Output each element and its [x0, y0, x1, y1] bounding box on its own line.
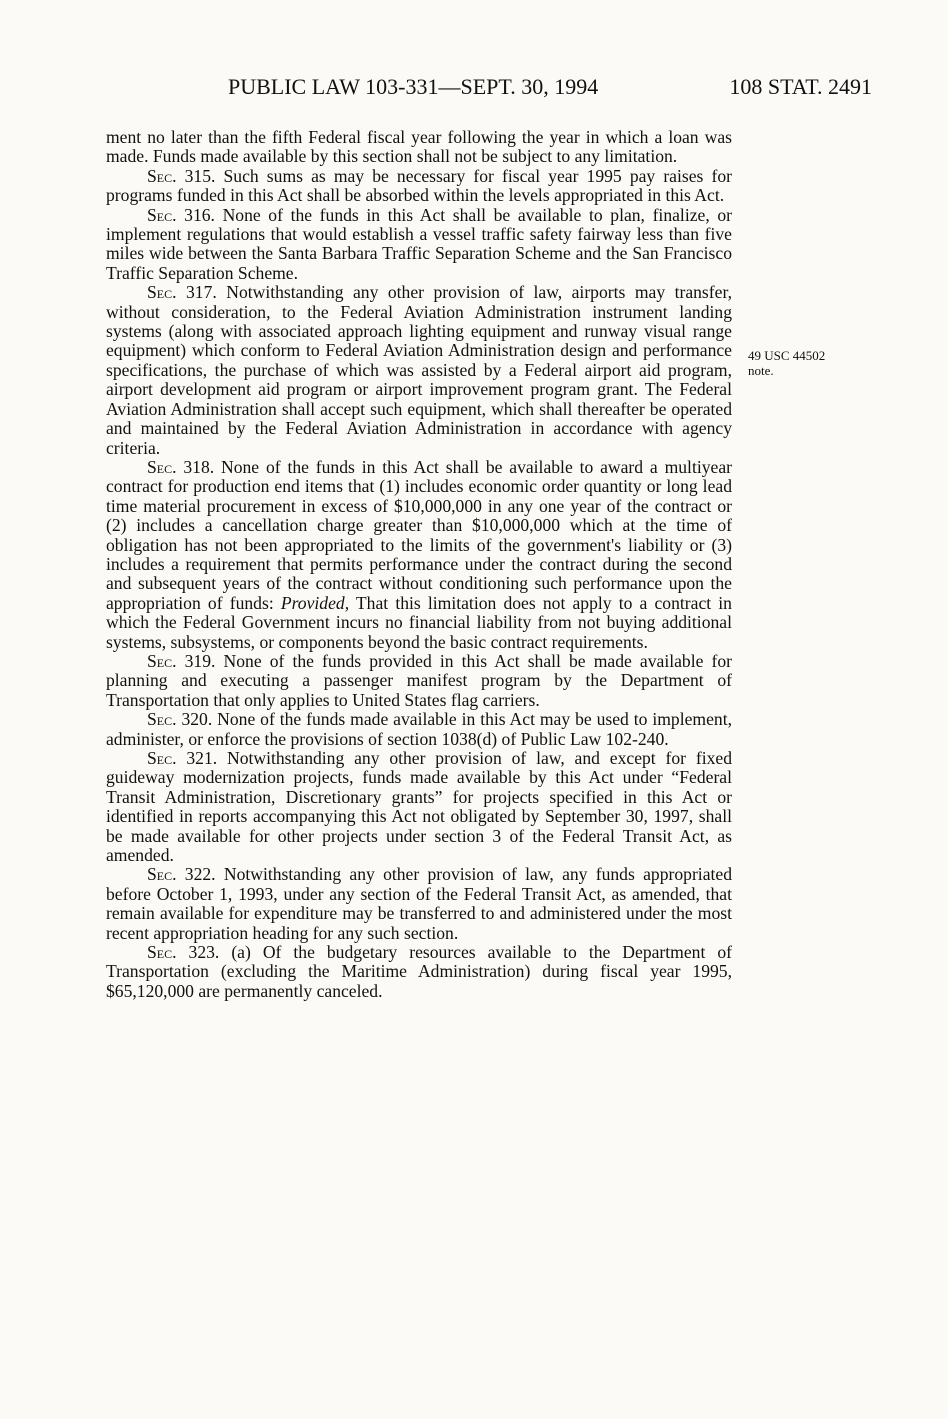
section-number: 317.	[176, 282, 227, 303]
section-text: Notwithstanding any other provision of law, airports may transfer, without consideration, to the Federal Aviation Administration instrument landing systems (along with associated approach lighting equipment and runway visual range equipment) which conform to Federal Aviation Administration design and performance specifications, the purchase of which was assisted by a Federal airport aid program, airport development aid program or airport improvement program grant. The Federal Aviation Administration shall accept such equipment, which shall thereafter be operated and maintained by the Federal Aviation Administration in accordance with agency criteria.	[106, 282, 733, 458]
section-label: Sec.	[147, 282, 177, 303]
section-label: Sec.	[147, 204, 177, 225]
section-text: (a) Of the budgetary resources available to the Department of Transportation (excluding the Maritime Administration) during fiscal year 1995, $65,120,000 are permanently canceled.	[106, 942, 732, 1001]
section-label: Sec.	[147, 165, 177, 186]
section-text: None of the funds provided in this Act shall be made available for planning and executing a passenger manifest program by the Department of Transportation that only applies to United States flag carriers.	[106, 650, 733, 710]
section-number: 320.	[176, 709, 218, 730]
section-323	[106, 943, 732, 1001]
section-number: 322.	[176, 864, 224, 885]
section-text-continued: That this limitation does not apply to a contract in which the Federal Government incurs no financial liability from not buying additional systems, subsystems, or components beyond the basic contract requirements.	[106, 592, 732, 652]
section-label: Sec.	[147, 650, 177, 671]
section-316	[106, 206, 732, 284]
section-number: 318.	[176, 456, 221, 477]
section-label: Sec.	[147, 864, 177, 885]
margin-note-suffix: note.	[748, 363, 774, 378]
section-text: Notwithstanding any other provision of law, and except for fixed guideway modernization projects, funds made available by this Act under “Federal Transit Administration, Discretionary grants” for projects specified in this Act or identified in reports accompanying this Act not obligated by September 30, 1997, shall be made available for other projects under section 3 of the Federal Transit Act, as amended.	[106, 748, 733, 866]
section-label: Sec.	[147, 748, 177, 768]
section-label: Sec.	[147, 942, 177, 963]
section-number: 316.	[176, 204, 223, 225]
section-number: 321.	[176, 748, 227, 768]
section-315	[106, 167, 732, 206]
section-322	[106, 865, 732, 943]
margin-note-citation: 49 USC 44502	[748, 348, 826, 363]
section-318	[106, 458, 732, 652]
continued-paragraph: ment no later than the fifth Federal fiscal year following the year in which a loan was made. Funds made available by this section shall not be subject to any limitation.	[106, 127, 732, 167]
margin-note	[748, 348, 868, 378]
section-317	[106, 283, 732, 458]
section-text: None of the funds made available in this Act may be used to implement, administer, or enforce the provisions of section 1038(d) of Public Law 102-240.	[106, 709, 732, 749]
section-319	[106, 652, 732, 710]
section-number: 323.	[176, 942, 232, 963]
section-text: Such sums as may be necessary for fiscal year 1995 pay raises for programs funded in this Act shall be absorbed within the levels appropriated in this Act.	[106, 165, 732, 206]
page-header	[0, 74, 948, 104]
section-label: Sec.	[147, 709, 177, 730]
section-label: Sec.	[147, 456, 177, 477]
running-title: PUBLIC LAW 103-331—SEPT. 30, 1994	[228, 74, 599, 99]
proviso-italic: Provided,	[280, 592, 350, 613]
statute-citation: 108 STAT. 2491	[729, 74, 872, 99]
section-number: 315.	[176, 165, 224, 186]
section-number: 319.	[176, 650, 224, 671]
body-text	[106, 128, 732, 1001]
section-text: None of the funds in this Act shall be available to award a multiyear contract for production end items that (1) includes economic order quantity or long lead time material procurement in excess of $10,000,000 in any one year of the contract or (2) includes a cancellation charge greater than $10,000,000 which at the time of obligation has not been appropriated to the limits of the government's liability or (3) includes a requirement that permits performance under the contract during the second and subsequent years of the contract without conditioning such performance upon the appropriation of funds:	[106, 456, 732, 613]
section-text: Notwithstanding any other provision of law, any funds appropriated before October 1, 1993, under any section of the Federal Transit Act, as amended, that remain available for expenditure may be transferred to and administered under the most recent appropriation heading for any such section.	[106, 864, 732, 943]
section-321	[106, 749, 732, 865]
section-320	[106, 710, 732, 749]
section-text: None of the funds in this Act shall be available to plan, finalize, or implement regulations that would establish a vessel traffic safety fairway less than five miles wide between the Santa Barbara Traffic Separation Scheme and the San Francisco Traffic Separation Scheme.	[106, 204, 732, 283]
